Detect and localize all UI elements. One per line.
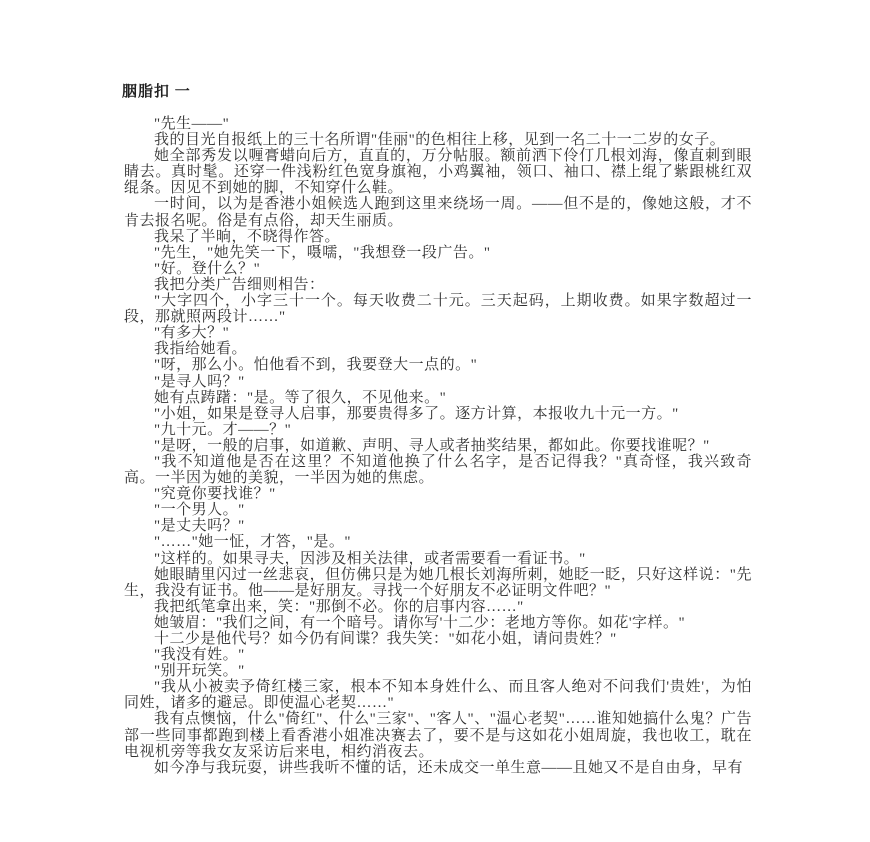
paragraph: 十二少是他代号？如今仍有间谍？我失笑："如花小姐，请问贵姓？": [154, 631, 617, 647]
paragraph: "我从小被卖予倚红楼三家，根本不知本身姓什么、而且客人绝对不问我们'贵姓'，为怕同姓，诸多的避忌。即使温心老契……": [124, 679, 752, 712]
paragraph: 她皱眉："我们之间，有一个暗号。请你写'十二少：老地方等你。如花'字样。": [154, 614, 686, 631]
paragraph: 她全部秀发以喱膏蜡向后方，直直的，万分帖服。额前洒下伶仃几根刘海，像直刺到眼睛去。真时髦。还穿一件浅粉红色宽身旗袍，小鸡翼袖，领口、袖口、襟上绲了紫跟桃红双绲条。因见不到她的脚，不知穿什么鞋。: [124, 148, 752, 197]
paragraph: "这样的。如果寻夫，因涉及相关法律，或者需要看一看证书。": [154, 550, 586, 567]
paragraph: "先生——": [154, 116, 230, 132]
paragraph: "一个男人。": [154, 502, 245, 519]
paragraph: "有多大？": [154, 325, 230, 342]
paragraph: 一时间，以为是香港小姐候选人跑到这里来绕场一周。——但不是的，像她这般，才不肯去报名呢。俗是有点俗，却天生丽质。: [124, 196, 752, 229]
paragraph: 我的目光自报纸上的三十名所谓"佳丽"的色相往上移，见到一名二十一二岁的女子。: [154, 132, 726, 149]
paragraph: "……"她一怔，才答，"是。": [154, 534, 351, 551]
paragraph: 我呆了半晌，不晓得作答。: [154, 228, 341, 245]
paragraph: "好。登什么？": [154, 260, 261, 277]
paragraph: 我有点懊恼，什么"倚红"、什么"三家"、"客人"、"温心老契"……谁知她搞什么鬼？广告部一些同事都跑到楼上看香港小姐准决赛去了，要不是与这如花小姐周旋，我也收工，耽在电视机旁等我女友采访后来电，相约消夜去。: [124, 711, 752, 760]
paragraph: "九十元。才——？": [154, 421, 292, 438]
paragraph: 我把纸笔拿出来，笑："那倒不必。你的启事内容……": [154, 598, 524, 615]
paragraph: 她眼睛里闪过一丝悲哀，但仿佛只是为她几根长刘海所刺，她眨一眨，只好这样说："先生，我没有证书。他——是好朋友。寻找一个好朋友不必证明文件吧？": [124, 566, 752, 599]
page-title: 胭脂扣 一: [122, 84, 191, 100]
paragraph: "呀，那么小。怕他看不到，我要登大一点的。": [154, 357, 478, 374]
paragraph: "别开玩笑。": [154, 663, 245, 680]
paragraph: "是丈夫吗？": [154, 518, 245, 535]
paragraph: "大字四个，小字三十一个。每天收费二十元。三天起码，上期收费。如果字数超过一段，那就照两段计……": [124, 293, 752, 326]
paragraph: "我没有姓。": [154, 647, 245, 664]
paragraph: "先生，"她先笑一下，嗫嚅，"我想登一段广告。": [154, 244, 491, 261]
paragraph: 她有点踌躇："是。等了很久，不见他来。": [154, 389, 447, 406]
paragraph: "究竟你要找谁？": [154, 486, 276, 503]
document-body: [124, 116, 752, 776]
paragraph: 我指给她看。: [154, 341, 248, 358]
paragraph: "我不知道他是否在这里？不知道他换了什么名字，是否记得我？"真奇怪，我兴致奇高。一半因为她的美貌，一半因为她的焦虑。: [124, 453, 752, 487]
paragraph: "是呀，一般的启事，如道歉、声明、寻人或者抽奖结果，都如此。你要找谁呢？": [154, 437, 710, 454]
paragraph: 我把分类广告细则相告：: [154, 276, 325, 293]
paragraph: 如今净与我玩耍，讲些我听不懂的话，还未成交一单生意——且她又不是自由身，早有: [154, 759, 744, 776]
paragraph: "是寻人吗？": [154, 373, 245, 390]
paragraph: "小姐，如果是登寻人启事，那要贵得多了。逐方计算，本报收九十元一方。": [154, 405, 679, 422]
